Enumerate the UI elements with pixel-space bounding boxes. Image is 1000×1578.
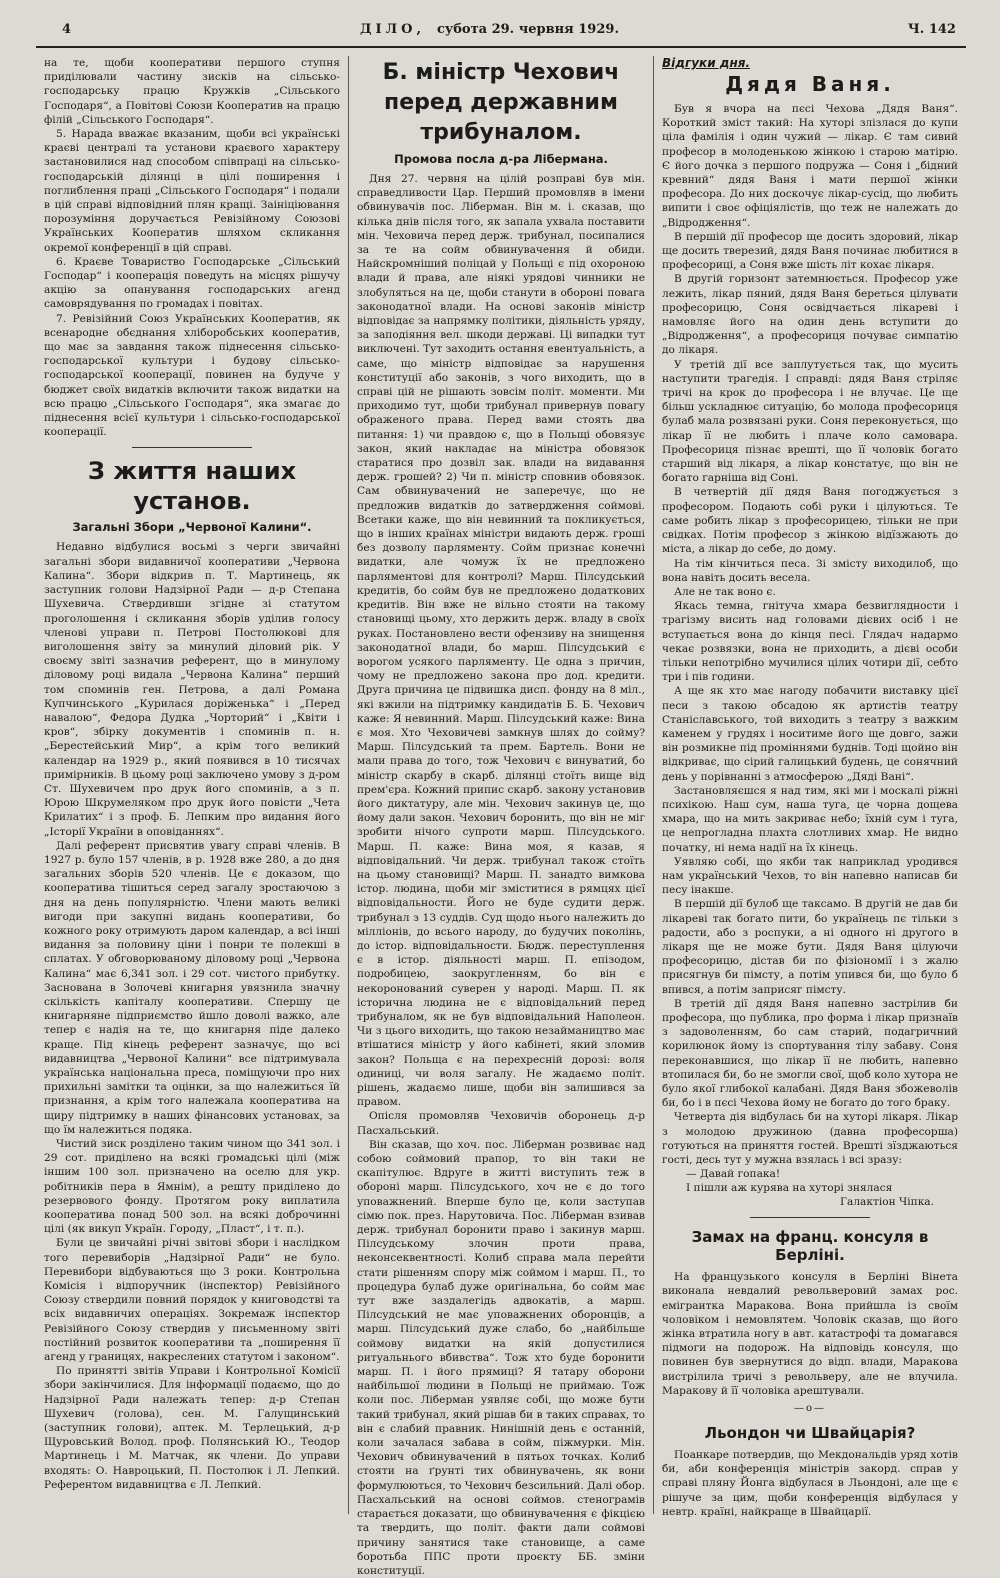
article-paragraph: Якась темна, гнітуча хмара безвиглядности і трагізму висить над головами дієвих осіб і не вступається вона до кінця песі. Глядач надармо чекає розвязки, вона не приходить, а дієві особи тільки непотрібно мучилися цілих чотири дії, себто три і пів години. (662, 600, 958, 684)
article-paragraph: В третій дії дядя Ваня напевно застрілив би професора, що публика, про форма і лікар признаїв з задоволенням, бо сам старий, подагричний корилюнок йому із спортування тілу забаву. Соня переконавшися, що лікар її не любить, напевно втопилася би, бо не змогли свої, щоб коло хутора не було якої глибокої калабані. Дядя Ваня збожеволів би, бо і в пєсі Чехова йому не богато до того браку. (662, 997, 958, 1110)
article-paragraph: В другій горизонт затемнюється. Професор уже лежить, лікар пяний, дядя Ваня береться цілувати професорицю, Соня освідчається лікареві і намовляє його на один день вступити до „Відродження“, а професориця почуває симпатію до лікаря. (662, 273, 958, 357)
quote-line: — Давай гопака! (686, 1168, 781, 1181)
issue-date: субота 29. червня 1929. (436, 22, 619, 37)
article-paragraph: Дня 27. червня на цілій розправі був мін. справедливости Цар. Перший промовляв в імени обвинувачів пос. Ліберман. Він м. і. сказав, що кілька днів після того, як запала ухвала поставити мін. Чеховича перед держ. трибунал, посипалися за те на сойм обвинувачення й обиди. Найскромніший поліцай у Польщі є під охороною влади й права, але ніякі урядові чинники не злобуляться на це, щоби станути в обороні повага законодатної влади. На основі законів міністр відповідає за напрямку політики, діяльність уряду, за заподіяння вел. шкоди державі. Ці випадки тут виключені. Тут заходить остання евентуальність, а саме, що міністр відповідає за нарушення конституції або законів, з чого виходить, що в справі цій не рішають зовсім політ. моменти. Ми приходимо тут, щоби трибунал привернув повагу ображеного права. Перед вами стоять два питання: 1) чи правдою є, що в Польщі обовязує закон, який накладає на міністра обовязок старатися про дозвіл зак. влади на видавання держ. грошей? 2) Чи п. міністр сповнив обовязок. Сам обвинувачений не заперечує, що не предложив видатків до затвердження соймові. Всетаки каже, що він невинний та покликується, що в інших країнах міністри видають держ. гроші без дозволу парляменту. Сойм признає конечні видатки, але чомуж їх не предложено парляментові для контролі? Марш. Пілсудський кредитів, бо сойм був не предложено додаткових кредитів. Він вже не вільно стояти на такому становищі цьому, хто держить держ. владу в своїх руках. Постановлено вести офензиву на знищення законодатної влади, бо марш. Пілсудський є ворогом усякого парляменту. Це одна з причин, чому не предложено закона про дод. кредити. Друга причина це підвишка дисп. фонду на 8 міл., які вжили на підтримку кандидатів Б. Б. Чехович каже: Я невинний. Марш. Пілсудський каже: Вина є моя. Хто Чеховичеві замкнув шлях до сойму? Марш. Пілсудський та прем. Бартель. Вони не мали права до того, тож Чехович є винуватий, бо міністр скарбу в скарб. ділянці стоїть вище від прем'єра. Кожний припис скарб. закону установив його диктатуру, але мін. Чехович закинув це, що йому дали закон. Чехович боронить, що він не міг зробити нічого супроти марш. Пілсудського. Марш. П. каже: Вина моя, я казав, я відповідальний. Чи держ. трибунал також стоїть на цьому становищі? Марш. П. занадто вимкова істор. людина, щоби міг зміститися в рямцях цієї відповідальности. Його не буде судити держ. трибунал з 13 суддів. Суд щодо нього належить до мілліонів, до всього народу, до будучих поколінь, до істор. відповідальности. Бюдж. переступлення є в істор. діяльності марш. П. епізодом, подробицею, заокругленням, бо він є некоронований суверен у народі. Марш. П. як історична людина не є відповідальний перед трибуналом, як не був відповідальний Наполеон. Чи з цього виходить, що такою незаймаництво має втішатися міністр у його кабінеті, який зломив закон? Польща є на перехресній дорозі: воля одиниці, чи воля загалу. Не жадаємо політ. рішень, жадаємо лише, щоби він залишився за правом. (357, 173, 645, 1109)
article-paragraph: На тім кінчиться песа. Зі змісту виходилоб, що вона навіть досить весела. (662, 557, 958, 584)
article-paragraph: Застановляєшся я над тим, які ми і москалі ріжні психікою. Наш сум, наша туга, це чорна дощева хмара, що на мить закриває небо; їхній сум і туга, це непрогладна плахта слотливих хмар. Не видно початку, ні нема надії на їх кінець. (662, 784, 958, 854)
issue-number: Ч. 142 (907, 22, 956, 37)
paper-name: ДІЛО, (359, 22, 425, 37)
resolution-paragraph: на те, щоби кооперативи першого ступня приділювали частину зисків на сільсько-господарську працю Кружків „Сільського Господаря“, а Повітові Союзи Кооператив на працю філій „Сільського Господаря“. (44, 57, 340, 126)
resolution-paragraph: 7. Ревізійний Союз Українських Кооператив, як всенародне обєднання хліборобських кооператив, що має за завдання також піднесення сільсько-господарської культури і будову сільсько-господарської кооперації, повинен на будуче у бюджет своїх видатків включити також видатки на всю працю „Сільського Господаря“, яка змагає до піднесення всієї культури і сільсько-господарської кооперації. (44, 312, 340, 439)
page-number: 4 (62, 22, 72, 37)
resolution-paragraph: 5. Нарада вважає вказаним, щоби всі українські краєві централі та установи краєвого характеру застановилися над способом співпраці на сільсько-господарській ділянці в цілі поширення і поглиблення праці „Сільського Господаря“ і подали в цій справі відповідний плян кращі. Заініціювання порозуміння доручається Ревізійному Союзові Українських Кооператив шляхом скликання окремої конференції в цій справі. (44, 128, 340, 254)
article-paragraph: Четверта дія відбулась би на хуторі лікаря. Лікар з молодою дружиною (давна професорша) готуються на приняття гостей. Врешті зїзджаються гості, десь тут у мужна взялась і всі зразу: (662, 1111, 958, 1167)
article-paragraph: В першій дії професор ще досить здоровий, лікар ще досить тверезий, дядя Ваня починає любитися в професориці, а Соня вже шість літ кохає лікаря. (662, 230, 958, 272)
news-paragraph: На французького консуля в Берліні Вінета виконала невдалий револьверовий замах рос. еміграитка Маракова. Вона прийшла із своїм чоловіком і немовлятем. Чоловік сказав, що його жінка втратила ногу в авт. катастрофі та домагався підмоги на подорож. На відповідь консуля, що повинен був звернутися до відп. влади, Маракова вистрілила тричі з револьверу, але не влучила. Маракову й її чоловіка арештували. (662, 1271, 958, 1397)
masthead (360, 22, 619, 37)
article-paragraph: Були це звичайні річні звітові збори і наслідком того перевиборів „Надзірної Ради“ не було. Перевибори відбуваються що 3 роки. Контрольна Комісія і відпоручник (інспектор) Ревізійного Союзу ствердили повний порядок у книговодстві та всіх видавничих операціях. Зокремаж інспектор Ревізійного Союзу ствердив у письменному звіті постійний розвиток кооперативи та „поширення її агенд у границях, накреслених статутом і законом“. (44, 1237, 340, 1364)
subhead-chervona-kalyna: Загальні Збори „Червоної Калини“. (72, 520, 312, 535)
page-header (36, 22, 966, 48)
quote-line: І пішли аж курява на хуторі знялася (686, 1182, 893, 1195)
article-paragraph: Опісля промовляв Чеховичів оборонець д-р Пасхальський. (357, 1110, 645, 1137)
article-paragraph: Був я вчора на пєсі Чехова „Дядя Ваня“. Короткий зміст такий: На хуторі злізлася до купи ціла фамілія і один чужий — лікар. Є там сивий професор в молоденькою жінкою і старою матірю. Є його дочка з першого подружа — Соня і „бідний кревний“ дядя Ваня і мати першої жінки професора. До них доскочує лікар-сусід, що любить випити і своє офіціялістів, що теж не належать до „Відродження“. (662, 103, 958, 229)
headline-consul-berlin: Замах на франц. консуля в Берліні. (691, 1228, 929, 1265)
column-right (654, 56, 966, 1518)
column-left (36, 56, 348, 1514)
headline-chekhovych: Б. міністр Чехович перед державним трибуналом. (382, 60, 620, 145)
article-paragraph: Недавно відбулися восьмі з черги звичайні загальні збори видавничої кооперативи „Червона Калина“. Збори відкрив п. Т. Мартинець, як заступник голови Надзірної Ради — д-р Степана Шухевича. Ствердивши згідне зі статутом проголошення і скликання зборів уділив голосу членові управи п. Петрові Постолюкові для виголошення звіту за минулий діловий рік. У своєму звіті зазначив референт, що в минулому діловому році видала „Червона Калина“ перший том споминів ген. Петрова, а далі Романа Купчинського „Курилася доріженька“ і „Перед навалою“, Федора Дудка „Чорторий“ і „Квіти і кров“, збірку документів і споминів п. н. „Берестейський Мир“, а крім того великий календар на 1929 р., який появився в 10 тисячах примірників. В цьому році заключено умову з д-ром Ст. Шухевичем про друк його споминів, а з п. Юрою Шкрумеляком про друк його повісти „Чета Крилатих“ і з проф. Б. Лепким про видання його „Історії України в оповіданнях“. (44, 541, 340, 838)
section-divider (132, 447, 252, 448)
article-paragraph: Але не так воно є. (674, 585, 776, 598)
headline-uncle-vanya: Дядя Ваня. (725, 72, 895, 96)
article-paragraph: У третій дії все заплутується так, що мусить наступити трагедія. І справді: дядя Ваня стріляє тричі на крок до професора і не влучає. Це ще більш ускладнює ситуацію, бо молода професориця булаб мала розвязані руки. Соня переконується, що лікар її не любить і плаче коло самовара. Професориця пізнає врешті, що її чоловік богато старший від лікаря, а лікар констатує, що він не богато гарніша від Соні. (662, 358, 958, 485)
resolution-paragraph: 6. Краєве Товариство Господарське „Сільський Господар“ і кооперація поведуть на місцях рішучу акцію за опанування господарських агенд самоврядування по громадах і повітах. (44, 255, 340, 311)
article-paragraph: А ще як хто має нагоду побачити виставку цієї песи з такою обсадою як артистів театру Станіславського, той виходить з театру з важким каменем у грудях і носитиме його ще довго, зажи він розмикне під проміннями буднів. Тоді щойно він відкриває, що сірий галицький будень, це сонячний день у порівнанні з атмосферою „Дяді Ванi“. (662, 685, 958, 783)
column-middle (348, 56, 654, 1577)
section-divider (750, 1217, 870, 1218)
article-paragraph: Він сказав, що хоч. пос. Ліберман розвиває над собою соймовий прапор, то він таки не скапітулює. Вдруге в житті виступить теж в обороні марш. Пілсудського, хоч не є до того уповажнений. Вперше було це, коли заступав сімю пок. през. Нарутовича. Пос. Ліберман взивав держ. трибунал боронити право і закинув марш. Пілсудському злочин проти права, неконсеквентності. Колиб справа мала перейти стати рішенням спору між соймом і марш. П., то процедура булаб дуже оригінальна, бо сойм має тут вже заздалегідь адвокатів, а марш. Пілсудський не має уповажнених оборонців, а марш. Пілсудський дуже слабо, бо „найбільше соймову видатки на якій допустилися ритуальнього вбивства“. Тож хто буде боронити марш. П. і його прямиці? Я татару оборони найбільшої людини в Польщі не приймаю. Тож коли пос. Ліберман уявляє собі, що може бути такий трибунал, який рішав би в таких справах, то він є слабий правник. Нинішній день є останній, коли зачалася забава в сойм, піжмурки. Мін. Чехович обвинувачений в пятьох точках. Колиб стояти на ґрунті тих обвинувачень, як вони формулюються, то Чехович безсильний. Далі обор. Пасхальський на основі соймов. стенограмів старається доказати, що обвинувачення є фікцією та твердить, що політ. факти дали соймові причину занятися таке становище, а саме боротьба ППС проти проєкту ББ. зміни конституції. (357, 1138, 645, 1577)
headline-institutions: З життя наших установ. (87, 457, 297, 516)
headline-london-switzerland: Льондон чи Швайцарія? (704, 1424, 916, 1443)
rubric-label: Відгуки дня. (662, 56, 751, 70)
author-signature: Галактіон Чіпка. (840, 1196, 934, 1209)
columns (36, 56, 966, 1577)
article-paragraph: Далі референт присвятив увагу справі членів. В 1927 р. було 157 членів, в р. 1928 вже 280, а до дня загальних зборів 520 членів. Це є доказом, що кооператива тішиться серед загалу зростаючою з дня на день популярністю. Члени мають великі вигоди при закупні видань кооперативи, бо кожного року отримують даром календар, а всі інші видання за половину ціни і понри те полекші в сплатах. У обговорюваному діловому році „Червона Калина“ має 6,341 зол. і 29 сот. чистого прибутку. Заснована в Золочеві книгарня увязнила значну скількість капіталу кооперативи. Спершу це книгарняне підприємство йшло доволі важко, але тепер є надія на те, що книгарня піде далеко краще. Під кінець референт зазначує, що всі видавництва „Червоної Калини“ все підтримувала українська національна преса, поміщуючи про них прихильні замітки та оцінки, за що належиться їй признання, а крім того належала кооператива на щиру підтримку в наших фінансових установах, за що їм належиться подяка. (44, 839, 340, 1136)
subhead-liberman: Промова посла д-ра Лібермана. (394, 152, 608, 166)
article-paragraph: Уявляю собі, що якби так наприклад уродився нам український Чехов, то він напевно написав би песу інакше. (662, 855, 958, 897)
article-paragraph: В першій дії булоб ще таксамо. В другій не дав би лікареві так богато пити, бо українець пє тільки з радости, або з роспуки, а ні одного ні другого в лікаря ще не може бути. Дядя Ваня цілуючи професорицю, дістав би по фізіономії і з жалю присягнув би пімсту, а потім упився би, що було б впився, а потім заприсяг пімсту. (662, 898, 958, 996)
article-paragraph: В четвертій дії дядя Ваня погоджується з професором. Подають собі руки і цілуються. Те саме робить лікар з професорицею, тільки не при свідках. Потім професор з жінкою відїзжають до міста, а лікар до себе, до дому. (662, 486, 958, 556)
article-paragraph: По принятті звітів Управи і Контрольної Комісії збори закінчилися. Для інформації подаємо, що до Надзірної Ради належать тепер: д-р Степан Шухевич (голова), сен. М. Галущинський (заступник голови), аптек. М. Терлецький, д-р Щуровський Волод. проф. Полянський Ю., Теодор Мартинець і М. Матчак, як члени. До управи входять: О. Навроцький, П. Постолюк і Л. Лепкий. Референтом видавництва є Л. Лепкий. (44, 1365, 340, 1491)
ornament-divider: —о— (793, 1403, 827, 1415)
news-paragraph: Поанкаре потвердив, що Мекдональдів уряд хотів би, аби конференція міністрів закорд. справ у справі пляну Йонга відбулася в Льондоні, але ще є рішуче за цим, щоби конференція відбулася у невтр. країні, найкраще в Швайцарії. (662, 1449, 958, 1518)
article-paragraph: Чистий зиск розділено таким чином що 341 зол. і 29 сот. приділено на всякі громадські цілі (між іншим 100 зол. призначено на оселю для укр. робітників пера в Ямнім), а решту приділено до резервового фонду. Протягом року виплатила кооператива понад 500 зол. на всякі доброчинні цілі (як викуп Україн. Городу, „Пласт“, і т. п.). (44, 1138, 340, 1236)
